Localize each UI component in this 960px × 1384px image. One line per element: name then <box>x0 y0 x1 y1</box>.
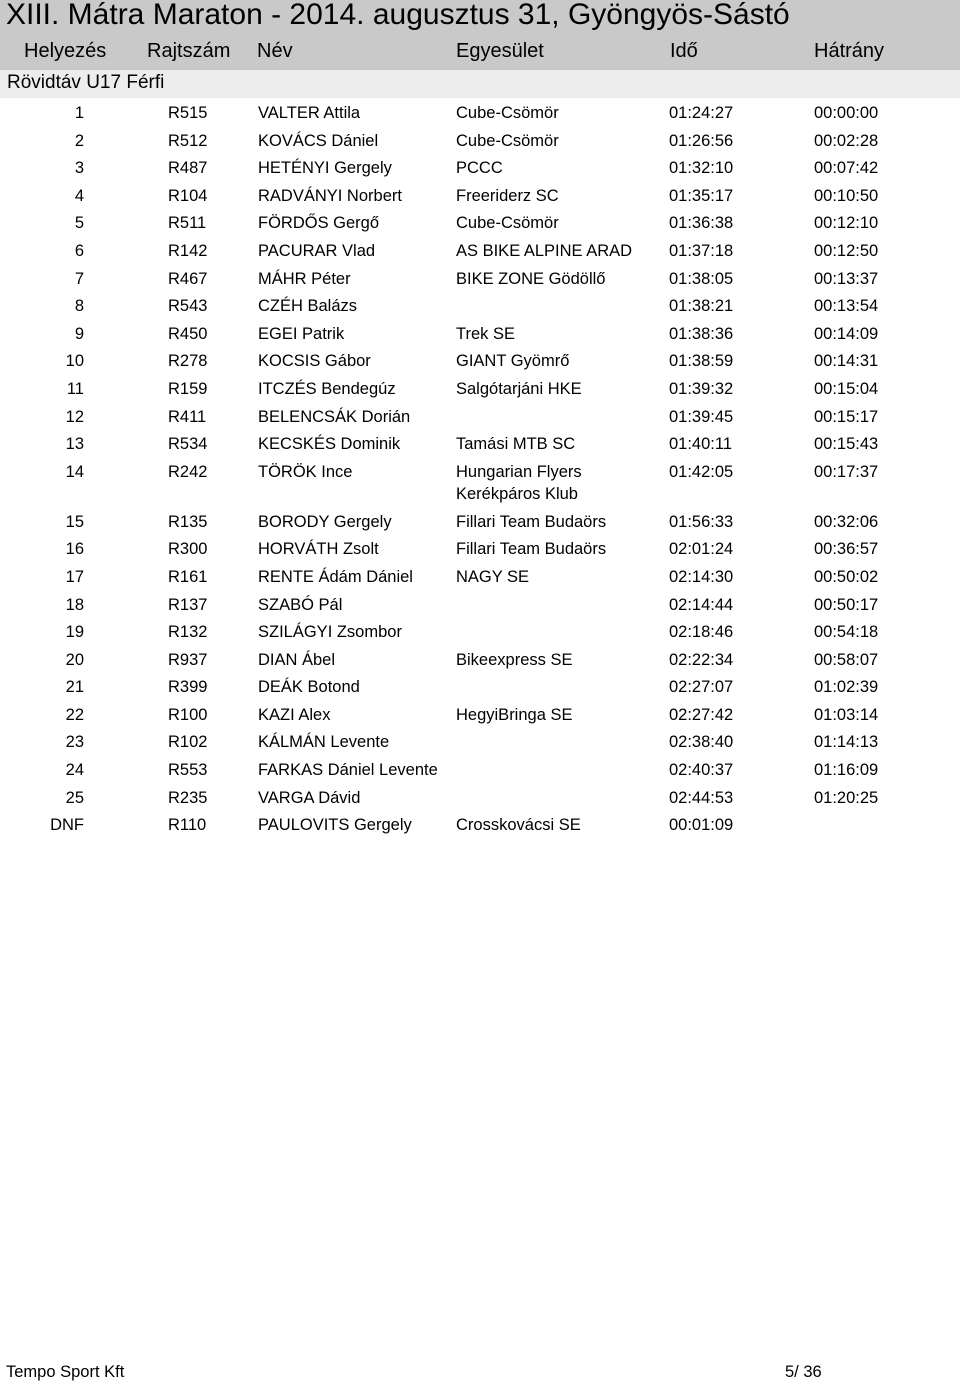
table-row <box>0 461 960 511</box>
bib-cell: R411 <box>168 407 207 426</box>
table-row <box>0 433 960 461</box>
bib-cell: R487 <box>168 159 208 178</box>
table-row <box>0 130 960 158</box>
name-cell: VARGA Dávid <box>258 788 361 807</box>
name-cell: BORODY Gergely <box>258 512 392 531</box>
footer-page-number: 5/ 36 <box>785 1363 822 1381</box>
column-header-club: Egyesület <box>456 40 544 62</box>
name-cell: SZILÁGYI Zsombor <box>258 623 402 642</box>
position-cell: 3 <box>74 159 84 178</box>
bib-cell: R450 <box>168 324 208 343</box>
bib-cell: R512 <box>168 131 208 150</box>
name-cell: RENTE Ádám Dániel <box>258 567 413 586</box>
position-cell: 23 <box>65 733 84 752</box>
results-table <box>0 102 960 842</box>
gap-cell: 00:14:09 <box>814 324 879 343</box>
table-row <box>0 185 960 213</box>
table-row <box>0 240 960 268</box>
name-cell: CZÉH Balázs <box>258 297 358 316</box>
bib-cell: R102 <box>168 733 208 752</box>
bib-cell: R142 <box>168 241 208 260</box>
name-cell: HORVÁTH Zsolt <box>258 540 379 559</box>
club-cell: BIKE ZONE Gödöllő <box>456 269 606 288</box>
club-cell: GIANT Gyömrő <box>456 352 570 371</box>
page-title: XIII. Mátra Maraton - 2014. augusztus 31, Gyöngyös-Sástó <box>6 0 790 31</box>
position-cell: 7 <box>74 269 84 288</box>
column-header-time: Idő <box>670 40 698 62</box>
bib-cell: R100 <box>168 705 208 724</box>
bib-cell: R543 <box>168 297 208 316</box>
name-cell: SZABÓ Pál <box>258 595 343 614</box>
club-cell: Salgótarjáni HKE <box>456 379 582 398</box>
bib-cell: R278 <box>168 352 208 371</box>
position-cell: 14 <box>65 462 84 481</box>
club-cell: Fillari Team Budaörs <box>456 512 607 531</box>
table-row <box>0 323 960 351</box>
table-row <box>0 731 960 759</box>
bib-cell: R137 <box>168 595 208 614</box>
position-cell: 6 <box>74 241 84 260</box>
bib-cell: R132 <box>168 623 208 642</box>
position-cell: 15 <box>65 512 84 531</box>
position-cell: 8 <box>74 297 84 316</box>
time-cell: 01:38:59 <box>669 352 734 371</box>
position-cell: 18 <box>65 595 84 614</box>
column-header-bib: Rajtszám <box>147 40 231 62</box>
name-cell: DIAN Ábel <box>258 650 336 669</box>
time-cell: 01:56:33 <box>669 512 734 531</box>
bib-cell: R511 <box>168 214 207 233</box>
footer-organizer: Tempo Sport Kft <box>6 1363 125 1381</box>
table-row <box>0 704 960 732</box>
time-cell: 01:36:38 <box>669 214 734 233</box>
table-row <box>0 268 960 296</box>
table-row <box>0 787 960 815</box>
time-cell: 02:14:44 <box>669 595 734 614</box>
gap-cell: 00:13:54 <box>814 297 879 316</box>
name-cell: BELENCSÁK Dorián <box>258 407 411 426</box>
bib-cell: R534 <box>168 435 208 454</box>
gap-cell: 00:15:04 <box>814 379 879 398</box>
time-cell: 01:38:36 <box>669 324 734 343</box>
club-cell: Cube-Csömör <box>456 214 559 233</box>
gap-cell: 01:20:25 <box>814 788 879 807</box>
bib-cell: R135 <box>168 512 208 531</box>
table-row <box>0 649 960 677</box>
gap-cell: 00:14:31 <box>814 352 879 371</box>
gap-cell: 00:54:18 <box>814 623 879 642</box>
table-row <box>0 378 960 406</box>
time-cell: 01:38:21 <box>669 297 734 316</box>
gap-cell: 00:10:50 <box>814 186 879 205</box>
name-cell: VALTER Attila <box>258 104 361 122</box>
category-title: Rövidtáv U17 Férfi <box>7 72 165 93</box>
position-cell: 12 <box>65 407 84 426</box>
table-row <box>0 511 960 539</box>
name-cell: KECSKÉS Dominik <box>258 435 401 454</box>
name-cell: KÁLMÁN Levente <box>258 733 390 752</box>
time-cell: 01:40:11 <box>669 435 733 454</box>
table-row <box>0 566 960 594</box>
bib-cell: R235 <box>168 788 208 807</box>
position-cell: 9 <box>74 324 84 343</box>
column-header-gap: Hátrány <box>814 40 885 62</box>
table-row <box>0 621 960 649</box>
table-row <box>0 212 960 240</box>
time-cell: 02:22:34 <box>669 650 734 669</box>
name-cell: KAZI Alex <box>258 705 331 724</box>
name-cell: HETÉNYI Gergely <box>258 159 392 178</box>
bib-cell: R159 <box>168 379 208 398</box>
position-cell: 2 <box>74 131 84 150</box>
gap-cell: 01:14:13 <box>814 733 879 752</box>
time-cell: 02:14:30 <box>669 567 734 586</box>
club-cell: Cube-Csömör <box>456 131 559 150</box>
time-cell: 02:44:53 <box>669 788 734 807</box>
club-cell: Bikeexpress SE <box>456 650 573 669</box>
club-cell: PCCC <box>456 159 503 178</box>
time-cell: 00:01:09 <box>669 816 734 835</box>
table-row <box>0 295 960 323</box>
club-cell: Tamási MTB SC <box>456 435 576 454</box>
club-cell: Freeriderz SC <box>456 186 559 205</box>
club-cell-line2: Kerékpáros Klub <box>456 484 578 503</box>
position-cell: 21 <box>65 678 84 697</box>
name-cell: KOCSIS Gábor <box>258 352 371 371</box>
time-cell: 02:27:42 <box>669 705 734 724</box>
name-cell: ITCZÉS Bendegúz <box>258 379 396 398</box>
table-row <box>0 157 960 185</box>
gap-cell: 00:00:00 <box>814 104 879 122</box>
time-cell: 02:38:40 <box>669 733 734 752</box>
gap-cell: 00:36:57 <box>814 540 879 559</box>
bib-cell: R937 <box>168 650 208 669</box>
time-cell: 01:32:10 <box>669 159 734 178</box>
name-cell: RADVÁNYI Norbert <box>258 186 402 205</box>
name-cell: FARKAS Dániel Levente <box>258 761 438 780</box>
position-cell: 24 <box>65 761 84 780</box>
gap-cell: 00:50:02 <box>814 567 879 586</box>
gap-cell: 00:12:10 <box>814 214 879 233</box>
club-cell: HegyiBringa SE <box>456 705 573 724</box>
position-cell: 16 <box>65 540 84 559</box>
table-row <box>0 350 960 378</box>
gap-cell: 00:12:50 <box>814 241 879 260</box>
bib-cell: R399 <box>168 678 208 697</box>
time-cell: 01:24:27 <box>669 104 734 122</box>
bib-cell: R242 <box>168 462 208 481</box>
time-cell: 02:01:24 <box>669 540 734 559</box>
name-cell: MÁHR Péter <box>258 269 351 288</box>
position-cell: 1 <box>74 104 84 122</box>
club-cell: AS BIKE ALPINE ARAD <box>456 241 633 260</box>
time-cell: 01:26:56 <box>669 131 734 150</box>
name-cell: PAULOVITS Gergely <box>258 816 412 835</box>
gap-cell: 00:07:42 <box>814 159 879 178</box>
time-cell: 01:39:45 <box>669 407 734 426</box>
gap-cell: 00:15:17 <box>814 407 879 426</box>
time-cell: 01:39:32 <box>669 379 734 398</box>
club-cell: NAGY SE <box>456 567 530 586</box>
table-row <box>0 759 960 787</box>
position-cell: DNF <box>50 816 84 835</box>
position-cell: 20 <box>65 650 84 669</box>
position-cell: 10 <box>65 352 84 371</box>
bib-cell: R161 <box>168 567 208 586</box>
time-cell: 01:35:17 <box>669 186 734 205</box>
table-row <box>0 102 960 130</box>
gap-cell: 00:58:07 <box>814 650 879 669</box>
gap-cell: 00:50:17 <box>814 595 879 614</box>
time-cell: 02:18:46 <box>669 623 734 642</box>
bib-cell: R110 <box>168 816 207 835</box>
position-cell: 17 <box>65 567 84 586</box>
gap-cell: 00:17:37 <box>814 462 879 481</box>
column-header-name: Név <box>257 40 293 62</box>
bib-cell: R300 <box>168 540 208 559</box>
bib-cell: R553 <box>168 761 208 780</box>
time-cell: 01:37:18 <box>669 241 734 260</box>
name-cell: KOVÁCS Dániel <box>258 131 379 150</box>
name-cell: PACURAR Vlad <box>258 241 376 260</box>
table-row <box>0 814 960 842</box>
time-cell: 01:42:05 <box>669 462 734 481</box>
club-cell: Cube-Csömör <box>456 104 559 122</box>
bib-cell: R515 <box>168 104 208 122</box>
name-cell: TÖRÖK Ince <box>258 462 353 481</box>
name-cell: FÖRDŐS Gergő <box>258 214 380 233</box>
gap-cell: 00:02:28 <box>814 131 879 150</box>
position-cell: 11 <box>66 379 84 398</box>
name-cell: DEÁK Botond <box>258 678 360 697</box>
gap-cell: 01:03:14 <box>814 705 879 724</box>
bib-cell: R467 <box>168 269 208 288</box>
gap-cell: 00:13:37 <box>814 269 879 288</box>
table-row <box>0 676 960 704</box>
position-cell: 22 <box>65 705 84 724</box>
club-cell: Fillari Team Budaörs <box>456 540 607 559</box>
bib-cell: R104 <box>168 186 208 205</box>
position-cell: 19 <box>65 623 84 642</box>
gap-cell: 01:02:39 <box>814 678 879 697</box>
gap-cell: 00:32:06 <box>814 512 879 531</box>
position-cell: 5 <box>74 214 84 233</box>
club-cell: Crosskovácsi SE <box>456 816 581 835</box>
position-cell: 13 <box>65 435 84 454</box>
time-cell: 01:38:05 <box>669 269 734 288</box>
position-cell: 25 <box>65 788 84 807</box>
gap-cell: 01:16:09 <box>814 761 879 780</box>
table-row <box>0 406 960 434</box>
time-cell: 02:40:37 <box>669 761 734 780</box>
column-header-position: Helyezés <box>24 40 107 62</box>
club-cell: Hungarian Flyers <box>456 462 582 481</box>
position-cell: 4 <box>74 186 84 205</box>
table-row <box>0 594 960 622</box>
time-cell: 02:27:07 <box>669 678 734 697</box>
name-cell: EGEI Patrik <box>258 324 345 343</box>
table-row <box>0 538 960 566</box>
club-cell: Trek SE <box>456 324 515 343</box>
gap-cell: 00:15:43 <box>814 435 879 454</box>
